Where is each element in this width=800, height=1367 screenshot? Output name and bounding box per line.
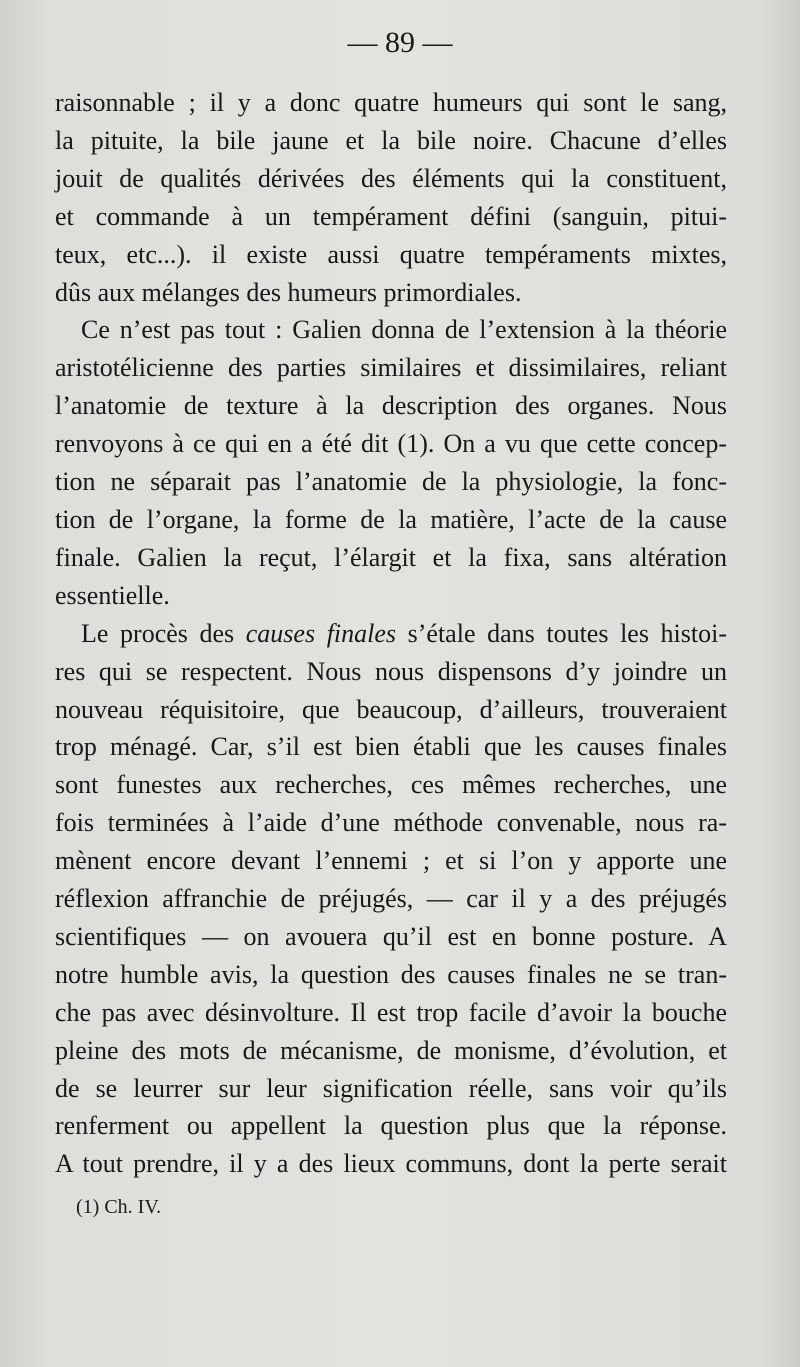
italic-causes-finales: causes finales xyxy=(245,618,397,648)
text-line-29: A tout prendre, il y a des lieux communs, dont la perte serait xyxy=(55,1149,727,1179)
line15-before: Le procès des xyxy=(81,618,246,648)
text-line-3: jouit de qualités dérivées des éléments qui la constituent, xyxy=(55,163,727,193)
text-line-6: dûs aux mélanges des humeurs primordiales. xyxy=(55,277,522,307)
text-line-24: notre humble avis, la question des causes finales ne se tran- xyxy=(55,959,727,989)
text-line-19: sont funestes aux recherches, ces mêmes recherches, une xyxy=(55,770,727,800)
text-line-2: la pituite, la bile jaune et la bile noire. Chacune d’elles xyxy=(55,125,727,155)
text-line-20: fois terminées à l’aide d’une méthode convenable, nous ra- xyxy=(55,808,727,838)
text-line-11: tion ne séparait pas l’anatomie de la physiologie, la fonc- xyxy=(55,467,727,497)
page-number: — 89 — xyxy=(347,26,453,59)
text-line-13: finale. Galien la reçut, l’élargit et la fixa, sans altération xyxy=(55,542,727,572)
text-line-8: aristotélicienne des parties similaires et dissimilaires, reliant xyxy=(55,353,727,383)
text-line-1: raisonnable ; il y a donc quatre humeurs qui sont le sang, xyxy=(55,88,727,117)
body-text xyxy=(55,84,727,1183)
text-line-27: de se leurrer sur leur signification réelle, sans voir qu’ils xyxy=(55,1073,727,1103)
text-line-5: teux, etc...). il existe aussi quatre tempéraments mixtes, xyxy=(55,239,727,269)
footnote: (1) Ch. IV. xyxy=(76,1196,162,1218)
text-line-25: che pas avec désinvolture. Il est trop facile d’avoir la bouche xyxy=(55,997,727,1027)
text-line-21: mènent encore devant l’ennemi ; et si l’on y apporte une xyxy=(55,846,727,876)
line15-after: s’étale dans toutes les histoi- xyxy=(396,618,728,648)
text-line-23: scientifiques — on avouera qu’il est en bonne posture. A xyxy=(55,921,727,951)
text-line-18: trop ménagé. Car, s’il est bien établi que les causes finales xyxy=(55,732,727,762)
text-line-16: res qui se respectent. Nous nous dispensons d’y joindre un xyxy=(55,656,727,686)
text-line-22: réflexion affranchie de préjugés, — car il y a des préjugés xyxy=(55,884,727,914)
text-line-10: renvoyons à ce qui en a été dit (1). On a vu que cette concep- xyxy=(55,429,727,459)
text-line-9: l’anatomie de texture à la description des organes. Nous xyxy=(55,391,727,421)
text-line-26: pleine des mots de mécanisme, de monisme, d’évolution, et xyxy=(55,1035,727,1065)
text-line-17: nouveau réquisitoire, que beaucoup, d’ailleurs, trouveraient xyxy=(55,694,727,724)
text-line-4: et commande à un tempérament défini (sanguin, pitui- xyxy=(55,201,727,231)
text-line-14: essentielle. xyxy=(55,580,170,610)
text-line-12: tion de l’organe, la forme de la matière, l’acte de la cause xyxy=(55,504,727,534)
text-line-15 xyxy=(55,615,727,653)
text-line-28: renferment ou appellent la question plus que la réponse. xyxy=(55,1111,727,1141)
text-line-7: Ce n’est pas tout : Galien donna de l’extension à la théorie xyxy=(81,315,727,345)
